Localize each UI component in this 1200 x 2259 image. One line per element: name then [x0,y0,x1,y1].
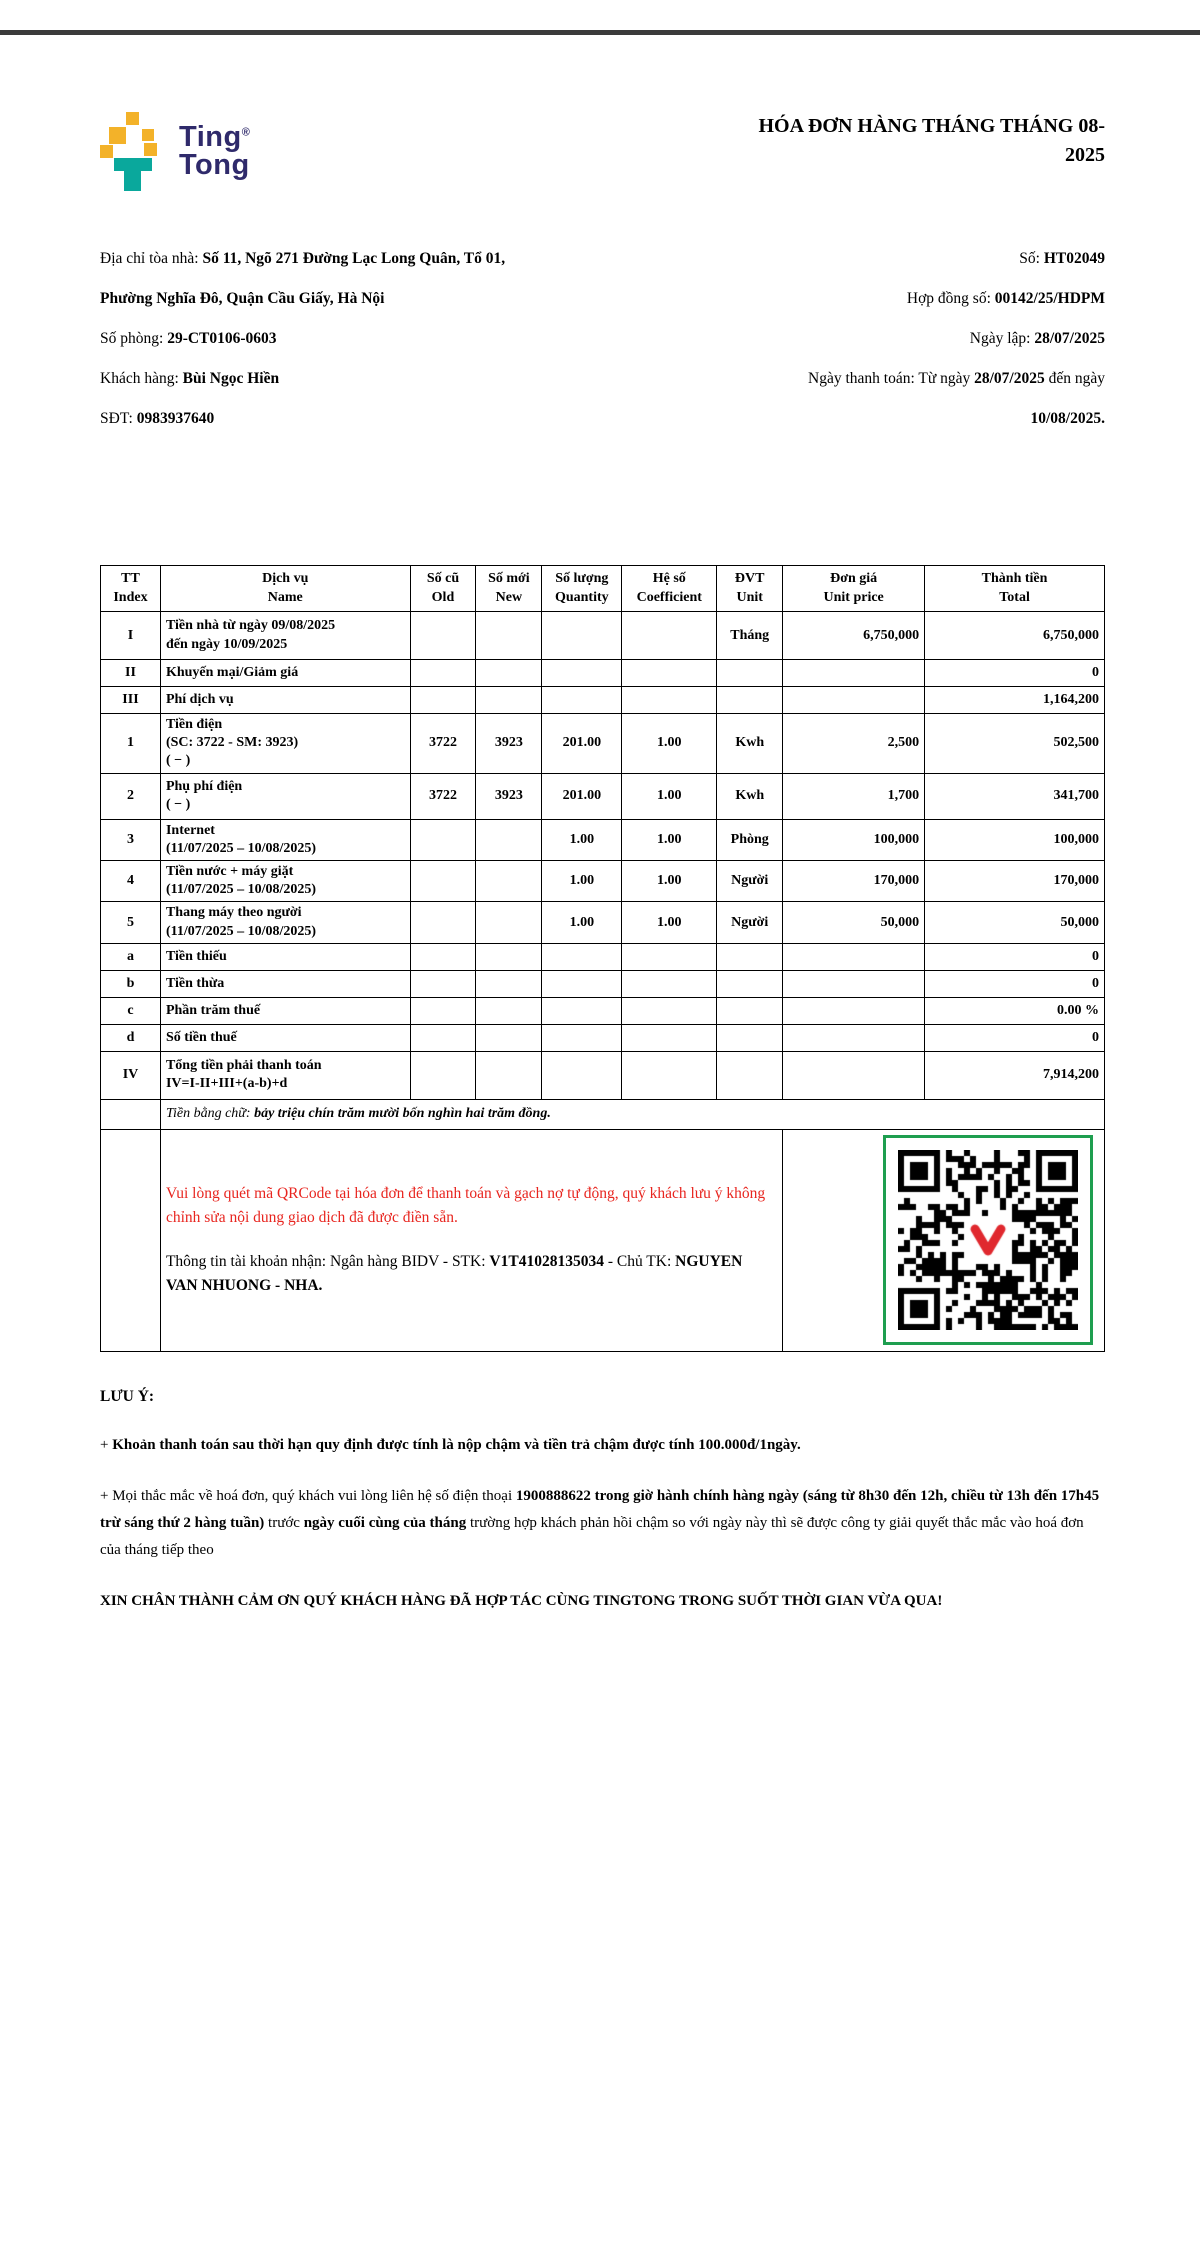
cell-old [410,997,476,1024]
text-segment: trường hợp khách phản hồi chậm so với ngày này thì sẽ được công ty giải quyết thắc mắc vào hoá đơn của tháng tiếp theo [100,1515,1084,1558]
cell-unit: Người [717,902,783,943]
text-segment: SĐT: [100,409,137,427]
text-segment: Khách hàng: [100,369,183,387]
cell-total: 0 [925,970,1105,997]
service-name-line: Phí dịch vụ [165,691,234,707]
cell-new [476,997,542,1024]
table-header-cell [717,566,783,612]
logo-pixel [126,112,139,125]
cell-service-name [160,612,410,660]
table-header-cell [160,566,410,612]
cell-old [410,970,476,997]
cell-service-name [160,660,410,687]
cell-coefficient: 1.00 [622,902,717,943]
service-name-line: Số tiền thuế [165,1029,237,1045]
cell-unit: Kwh [717,714,783,774]
text-segment: 10/08/2025. [1030,409,1105,427]
info-line [675,369,1105,390]
cell-total: 170,000 [925,860,1105,901]
cell-new [476,1024,542,1051]
text-segment: 28/07/2025 [974,369,1045,387]
cell-total: 7,914,200 [925,1051,1105,1099]
header-line: Unit price [823,589,884,605]
info-line [675,249,1105,270]
header-line: Dịch vụ [262,571,309,587]
logo-pixel [144,143,157,156]
header-line: Quantity [554,589,609,605]
header-line: Số cũ [426,571,460,587]
cell-unit [717,1024,783,1051]
cell-service-name [160,860,410,901]
header-line: Index [113,589,148,605]
info-line [100,289,680,310]
cell-quantity [542,970,622,997]
registered-mark: ® [241,126,251,139]
cell-quantity [542,612,622,660]
notes-heading: LƯU Ý: [100,1388,155,1405]
cell-index: 3 [101,819,161,860]
cell-unit-price [783,660,925,687]
text-segment: trước [264,1515,304,1531]
company-logo [100,112,250,192]
table-row [101,612,1105,660]
info-line [100,409,680,430]
cell-quantity: 201.00 [542,773,622,819]
text-segment: NGUYEN VAN NHUONG - NHA. [165,1253,743,1295]
cell-new [476,943,542,970]
cell-index: III [101,687,161,714]
logo-pixel [142,129,154,141]
cell-new [476,902,542,943]
cell-unit [717,1051,783,1099]
cell-service-name [160,997,410,1024]
table-row [101,819,1105,860]
cell-service-name [160,819,410,860]
cell-unit [717,687,783,714]
table-header-cell [410,566,476,612]
cell-service-name [160,1024,410,1051]
table-header-cell [622,566,717,612]
cell-unit-price: 2,500 [783,714,925,774]
text-segment: Bùi Ngọc Hiền [182,369,280,387]
cell-service-name [160,970,410,997]
text-segment: 29-CT0106-0603 [167,329,277,347]
cell-index: IV [101,1051,161,1099]
footer-notes [100,1388,1108,1615]
service-name-line: Phụ phí điện [165,778,243,794]
text-segment: Hợp đồng số: [906,289,995,307]
cell-unit-price [783,1024,925,1051]
invoice-table-extra [101,1099,1105,1351]
cell-total: 50,000 [925,902,1105,943]
service-name-line: Khuyến mại/Giảm giá [165,664,299,680]
logo-pixel [124,171,141,191]
text-segment: - Chủ TK: [603,1253,676,1271]
cell-quantity [542,1024,622,1051]
cell-new [476,1051,542,1099]
cell-coefficient: 1.00 [622,860,717,901]
cell-coefficient: 1.00 [622,714,717,774]
service-name-line: (SC: 3722 - SM: 3923) [165,735,299,751]
cell-coefficient [622,1024,717,1051]
account-info [166,1250,766,1298]
cell-unit-price [783,1051,925,1099]
cell-coefficient [622,660,717,687]
cell-coefficient [622,1051,717,1099]
header-line: ĐVT [734,571,765,587]
cell-old [410,660,476,687]
header-line: Unit [736,589,763,605]
cell-new [476,660,542,687]
vietqr-code [883,1135,1093,1345]
cell-unit-price: 100,000 [783,819,925,860]
text-segment: đến ngày [1044,369,1105,387]
text-segment: ngày cuối cùng của tháng [303,1515,467,1531]
cell-total: 0 [925,660,1105,687]
note-line [100,1432,1108,1459]
table-header-cell [101,566,161,612]
table-header-cell [542,566,622,612]
invoice-title-line2: 2025 [1065,144,1105,166]
cell-unit-price: 50,000 [783,902,925,943]
cell-index: b [101,970,161,997]
table-row [101,902,1105,943]
cell-new [476,687,542,714]
text-segment: 28/07/2025 [1034,329,1105,347]
cell-old: 3722 [410,773,476,819]
cell-index: a [101,943,161,970]
invoice-table-body [101,612,1105,1100]
window-top-edge [0,30,1200,35]
header-line: Thành tiền [981,571,1048,587]
cell-unit-price [783,687,925,714]
text-segment: Khoản thanh toán sau thời hạn quy định được tính là nộp chậm và tiền trả chậm được tính 100.000đ/1ngày. [112,1437,801,1453]
text-segment: V1T41028135034 [489,1253,604,1271]
cell-unit-price: 1,700 [783,773,925,819]
service-name-line: IV=I-II+III+(a-b)+d [165,1076,288,1092]
cell-total: 341,700 [925,773,1105,819]
cell-service-name [160,687,410,714]
service-name-line: đến ngày 10/09/2025 [165,636,288,652]
cell-unit-price [783,970,925,997]
invoice-table-head [101,566,1105,612]
info-line [100,329,680,350]
cell-quantity [542,997,622,1024]
cell-unit-price: 6,750,000 [783,612,925,660]
cell-old [410,1051,476,1099]
cell-new [476,970,542,997]
cell-quantity [542,687,622,714]
cell-unit: Người [717,860,783,901]
header-line: Số lượng [555,571,609,587]
amount-in-words-value: bảy triệu chín trăm mười bốn nghìn hai trăm đồng. [254,1106,551,1122]
header-line: Name [267,589,303,605]
cell-total: 0 [925,943,1105,970]
header-line: Hệ số [652,571,686,587]
service-name-line: Thang máy theo người [165,905,302,921]
service-name-line: (11/07/2025 – 10/08/2025) [165,882,317,898]
table-row [101,1051,1105,1099]
cell-unit-price [783,943,925,970]
table-row [101,1024,1105,1051]
qr-code-cell [783,1129,1105,1351]
cell-quantity: 1.00 [542,902,622,943]
service-name-line: (11/07/2025 – 10/08/2025) [165,840,317,856]
cell-service-name [160,902,410,943]
text-segment: Địa chỉ tòa nhà: [100,250,203,267]
amount-in-words-label: Tiền bằng chữ: [165,1106,255,1122]
service-name-line: Tiền điện [165,717,223,732]
logo-pixel [100,145,113,158]
service-name-line: (11/07/2025 – 10/08/2025) [165,923,317,939]
logo-line1: Ting [179,121,242,154]
cell-total: 1,164,200 [925,687,1105,714]
text-segment: Ngày lập: [969,329,1035,347]
cell-total: 6,750,000 [925,612,1105,660]
cell-index: 2 [101,773,161,819]
cell-coefficient: 1.00 [622,819,717,860]
cell-unit: Kwh [717,773,783,819]
cell-index: 1 [101,714,161,774]
info-line [675,409,1105,430]
cell-coefficient [622,970,717,997]
qr-payment-note: Vui lòng quét mã QRCode tại hóa đơn để thanh toán và gạch nợ tự động, quý khách lưu ý không chỉnh sửa nội dung giao dịch đã được điền sẵn. [165,1185,766,1227]
cell-unit [717,660,783,687]
service-name-line: Tổng tiền phải thanh toán [165,1058,322,1073]
header-line: Old [431,589,455,605]
table-row [101,860,1105,901]
table-row [101,714,1105,774]
cell-quantity: 201.00 [542,714,622,774]
cell-old [410,860,476,901]
cell-quantity [542,660,622,687]
cell-coefficient [622,997,717,1024]
cell-index: d [101,1024,161,1051]
amount-in-words-row [101,1099,1105,1129]
service-name-line: Tiền thiếu [165,948,227,964]
note-line [100,1483,1108,1564]
cell-coefficient [622,612,717,660]
cell-coefficient: 1.00 [622,773,717,819]
info-line [675,329,1105,350]
thanks-line: XIN CHÂN THÀNH CẢM ƠN QUÝ KHÁCH HÀNG ĐÃ HỢP TÁC CÙNG TINGTONG TRONG SUỐT THỜI GIAN VỪA QUA! [100,1593,943,1609]
cell-quantity [542,943,622,970]
qr-code-image [898,1150,1078,1330]
header-line: TT [121,571,140,587]
cell-new: 3923 [476,714,542,774]
cell-old [410,943,476,970]
table-row [101,997,1105,1024]
amount-in-words-cell [160,1099,1104,1129]
info-right [675,249,1105,449]
logo-pixel [114,158,152,171]
cell-new [476,819,542,860]
cell-coefficient [622,687,717,714]
text-segment: Thông tin tài khoản nhận: Ngân hàng BIDV - STK: [165,1253,490,1271]
header-line: New [495,589,523,605]
invoice-title [425,112,1105,170]
text-segment: Số: [1019,250,1044,267]
cell-new [476,860,542,901]
tingtong-logo-icon [100,112,166,192]
cell-unit: Phòng [717,819,783,860]
service-name-line: Phần trăm thuế [165,1002,261,1018]
cell-service-name [160,714,410,774]
service-name-line: Tiền nhà từ ngày 09/08/2025 [165,618,336,634]
service-name-line: Tiền nước + máy giặt [165,863,294,879]
cell-old [410,1024,476,1051]
cell-unit [717,943,783,970]
cell-old [410,819,476,860]
text-segment: 00142/25/HDPM [994,289,1105,307]
logo-line2: Tong [179,149,250,181]
cell-total: 100,000 [925,819,1105,860]
cell-total: 0.00 % [925,997,1105,1024]
text-segment: Số phòng: [100,329,168,347]
invoice-title-line1: HÓA ĐƠN HÀNG THÁNG THÁNG 08- [758,115,1105,137]
header-line: Coefficient [636,589,702,605]
notes-list [100,1432,1108,1564]
cell-service-name [160,1051,410,1099]
service-name-line: Internet [165,822,215,838]
cell-quantity [542,1051,622,1099]
cell-old [410,687,476,714]
table-row [101,660,1105,687]
service-name-line: ( − ) [165,797,191,813]
cell-quantity: 1.00 [542,819,622,860]
service-name-line: Tiền thừa [165,975,225,991]
cell-service-name [160,773,410,819]
cell-unit-price: 170,000 [783,860,925,901]
table-row [101,943,1105,970]
cell-old: 3722 [410,714,476,774]
cell-index: II [101,660,161,687]
table-header-cell [925,566,1105,612]
text-segment: 0983937640 [136,409,215,427]
empty-cell [101,1129,161,1351]
cell-unit: Tháng [717,612,783,660]
info-left [100,249,680,449]
text-segment: + Mọi thắc mắc về hoá đơn, quý khách vui lòng liên hệ số điện thoại [100,1488,516,1504]
qr-row [101,1129,1105,1351]
table-row [101,687,1105,714]
cell-unit-price [783,997,925,1024]
empty-cell [101,1099,161,1129]
service-name-line: ( − ) [165,753,191,769]
text-segment: 1900888622 trong giờ hành chính hàng ngày (sáng từ 8h30 đến 12h, chiều từ 13h đến 17h45 trừ sáng thứ 2 hàng tuần) [100,1488,1100,1531]
table-header-row [101,566,1105,612]
header-line: Số mới [488,571,530,587]
cell-index: 4 [101,860,161,901]
table-header-cell [783,566,925,612]
table-row [101,773,1105,819]
text-segment: Phường Nghĩa Đô, Quận Cầu Giấy, Hà Nội [100,289,385,307]
cell-index: c [101,997,161,1024]
cell-service-name [160,943,410,970]
cell-total: 502,500 [925,714,1105,774]
text-segment: + [100,1437,113,1453]
info-line [675,289,1105,310]
info-line [100,249,680,270]
cell-quantity: 1.00 [542,860,622,901]
logo-text [179,121,251,181]
cell-index: I [101,612,161,660]
cell-old [410,902,476,943]
table-header-cell [476,566,542,612]
cell-new [476,612,542,660]
text-segment: HT02049 [1043,250,1105,267]
text-segment: Ngày thanh toán: Từ ngày [808,369,975,387]
invoice-table [100,565,1105,1352]
header-line: Đơn giá [830,571,878,587]
payment-note-cell [160,1129,782,1351]
cell-new: 3923 [476,773,542,819]
logo-pixel [109,127,126,144]
cell-coefficient [622,943,717,970]
cell-unit [717,970,783,997]
info-line [100,369,680,390]
table-row [101,970,1105,997]
cell-old [410,612,476,660]
cell-unit [717,997,783,1024]
cell-total: 0 [925,1024,1105,1051]
cell-index: 5 [101,902,161,943]
text-segment: Số 11, Ngõ 271 Đường Lạc Long Quân, Tổ 01, [202,250,506,267]
header-line: Total [999,589,1030,605]
